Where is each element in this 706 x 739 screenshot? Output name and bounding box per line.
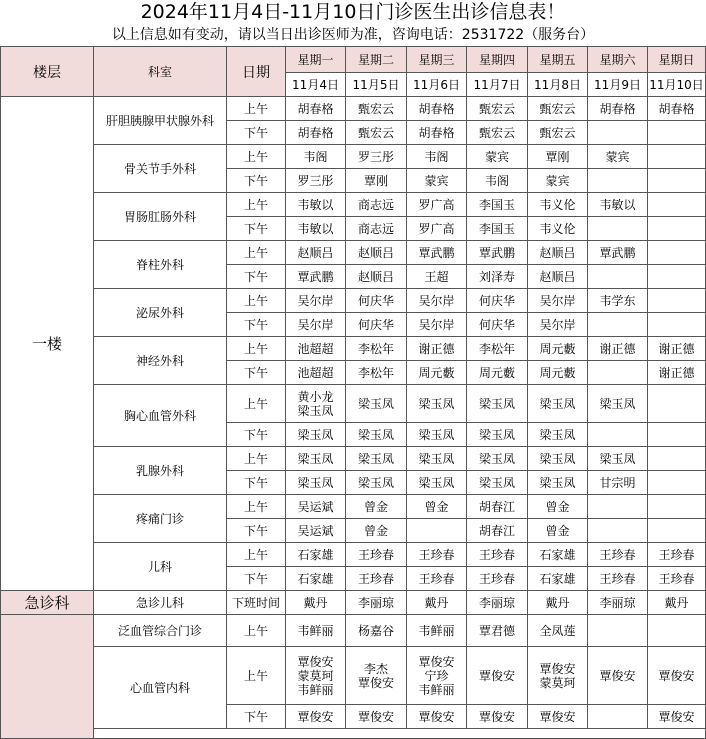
doctor-cell: 赵顺吕 — [346, 265, 407, 289]
doctor-cell: 韦鲜丽 — [407, 615, 467, 647]
doctor-cell: 王珍春 — [588, 567, 648, 591]
schedule-table — [0, 46, 706, 739]
doctor-cell: 梁玉凤 — [407, 447, 467, 471]
doctor-cell: 韦敏以 — [588, 193, 648, 217]
header-department: 科室 — [94, 47, 227, 97]
doctor-cell: 梁玉凤 — [286, 471, 346, 495]
doctor-cell: 吴尔岸 — [286, 313, 346, 337]
period-am: 上午 — [227, 289, 286, 313]
doctor-cell — [648, 169, 706, 193]
doctor-cell: 周元藪 — [407, 361, 467, 385]
doctor-cell: 梁玉凤 — [286, 423, 346, 447]
doctor-cell: 王珍春 — [467, 567, 528, 591]
doctor-cell — [648, 495, 706, 519]
doctor-cell: 曾金 — [346, 519, 407, 543]
header-date: 11月6日 — [407, 73, 467, 97]
doctor-cell: 何庆华 — [346, 289, 407, 313]
period-am: 上午 — [227, 337, 286, 361]
doctor-cell: 覃俊安 — [346, 705, 407, 729]
header-date: 11月10日 — [648, 73, 706, 97]
doctor-cell: 何庆华 — [346, 313, 407, 337]
period-am: 上午 — [227, 97, 286, 121]
header-weekday: 星期一 — [286, 47, 346, 73]
doctor-cell — [648, 265, 706, 289]
doctor-cell: 曾金 — [528, 495, 588, 519]
doctor-cell: 梁玉凤 — [407, 423, 467, 447]
doctor-cell: 甘宗明 — [588, 471, 648, 495]
doctor-cell: 胡春格 — [648, 97, 706, 121]
period-am: 上午 — [227, 385, 286, 423]
doctor-cell: 王珍春 — [346, 543, 407, 567]
doctor-cell: 梁玉凤 — [528, 385, 588, 423]
doctor-cell: 梁玉凤 — [346, 423, 407, 447]
doctor-cell: 李丽琼 — [346, 591, 407, 615]
doctor-cell: 韦阁 — [286, 145, 346, 169]
department-name: 乳腺外科 — [94, 447, 227, 495]
page-title: 2024年11月4日-11月10日门诊医生出诊信息表！ — [140, 1, 566, 23]
header-date: 11月5日 — [346, 73, 407, 97]
period-am: 上午 — [227, 647, 286, 705]
doctor-cell: 韦学东 — [588, 289, 648, 313]
doctor-cell — [648, 447, 706, 471]
department-name: 泌尿外科 — [94, 289, 227, 337]
doctor-cell: 梁玉凤 — [346, 385, 407, 423]
doctor-cell — [588, 313, 648, 337]
period-pm: 下午 — [227, 361, 286, 385]
doctor-cell: 谢正德 — [648, 361, 706, 385]
period-pm: 下午 — [227, 567, 286, 591]
doctor-cell: 覃君德 — [467, 615, 528, 647]
doctor-cell — [588, 705, 648, 729]
period-am: 上午 — [227, 615, 286, 647]
doctor-cell — [588, 169, 648, 193]
doctor-cell: 黄小龙 梁玉凤 — [286, 385, 346, 423]
doctor-cell: 戴丹 — [407, 591, 467, 615]
doctor-cell: 梁玉凤 — [346, 471, 407, 495]
doctor-cell: 蒙宾 — [407, 169, 467, 193]
doctor-cell — [648, 471, 706, 495]
doctor-cell: 甄宏云 — [528, 97, 588, 121]
doctor-cell — [648, 217, 706, 241]
doctor-cell: 赵顺吕 — [286, 241, 346, 265]
period-am: 上午 — [227, 193, 286, 217]
doctor-cell: 甄宏云 — [528, 121, 588, 145]
period-am: 上午 — [227, 543, 286, 567]
doctor-cell: 李松年 — [467, 337, 528, 361]
period-pm: 下午 — [227, 265, 286, 289]
doctor-cell: 戴丹 — [528, 591, 588, 615]
doctor-cell: 覃俊安 宁珍 韦鲜丽 — [407, 647, 467, 705]
doctor-cell: 杨嘉谷 — [346, 615, 407, 647]
period-pm: 下午 — [227, 519, 286, 543]
period-am: 上午 — [227, 495, 286, 519]
doctor-cell: 曾金 — [346, 495, 407, 519]
doctor-cell: 梁玉凤 — [407, 471, 467, 495]
doctor-cell: 全凤莲 — [528, 615, 588, 647]
header-date: 11月4日 — [286, 73, 346, 97]
department-name: 骨关节手外科 — [94, 145, 227, 193]
doctor-cell — [588, 361, 648, 385]
doctor-cell — [588, 265, 648, 289]
header-weekday: 星期二 — [346, 47, 407, 73]
period-am: 上午 — [227, 145, 286, 169]
period-am: 上午 — [227, 241, 286, 265]
doctor-cell: 王珍春 — [648, 543, 706, 567]
doctor-cell: 韦敏以 — [286, 193, 346, 217]
doctor-cell — [648, 193, 706, 217]
doctor-cell: 覃俊安 — [648, 647, 706, 705]
doctor-cell: 王珍春 — [648, 567, 706, 591]
header-date: 11月8日 — [528, 73, 588, 97]
doctor-cell — [648, 385, 706, 423]
department-name: 胃肠肛肠外科 — [94, 193, 227, 241]
doctor-cell: 赵顺吕 — [346, 241, 407, 265]
doctor-cell: 吴尔岸 — [407, 289, 467, 313]
doctor-cell: 谢正德 — [588, 337, 648, 361]
department-name: 心血管内科 — [94, 647, 227, 729]
doctor-cell: 李松年 — [346, 361, 407, 385]
doctor-cell: 吴运斌 — [286, 519, 346, 543]
doctor-cell: 石家雄 — [286, 543, 346, 567]
doctor-cell: 何庆华 — [467, 289, 528, 313]
doctor-cell: 李杰 覃俊安 — [346, 647, 407, 705]
page-subtitle: 以上信息如有变动，请以当日出诊医师为准，咨询电话：2531722（服务台） — [111, 27, 595, 43]
period-pm: 下午 — [227, 121, 286, 145]
doctor-cell: 周元藪 — [467, 361, 528, 385]
doctor-cell: 吴尔岸 — [286, 289, 346, 313]
doctor-cell: 池超超 — [286, 361, 346, 385]
doctor-cell: 蒙宾 — [588, 145, 648, 169]
doctor-cell: 甄宏云 — [346, 121, 407, 145]
doctor-cell — [648, 241, 706, 265]
doctor-cell: 覃武鹏 — [407, 241, 467, 265]
doctor-cell: 李松年 — [346, 337, 407, 361]
doctor-cell: 商志远 — [346, 193, 407, 217]
period-offduty: 下班时间 — [227, 591, 286, 615]
header-date: 11月7日 — [467, 73, 528, 97]
doctor-cell: 王珍春 — [407, 567, 467, 591]
doctor-cell: 曾金 — [528, 519, 588, 543]
doctor-cell: 胡春格 — [286, 97, 346, 121]
doctor-cell: 吴尔岸 — [528, 289, 588, 313]
doctor-cell — [648, 519, 706, 543]
doctor-cell — [648, 145, 706, 169]
doctor-cell — [648, 289, 706, 313]
department-name: 肝胆胰腺甲状腺外科 — [94, 97, 227, 145]
doctor-cell: 韦敏以 — [286, 217, 346, 241]
doctor-cell: 王珍春 — [346, 567, 407, 591]
doctor-cell: 王珍春 — [588, 543, 648, 567]
doctor-cell: 李国玉 — [467, 217, 528, 241]
doctor-cell: 李丽琼 — [588, 591, 648, 615]
doctor-cell: 周元藪 — [528, 361, 588, 385]
doctor-cell: 赵顺吕 — [528, 241, 588, 265]
doctor-cell: 谢正德 — [407, 337, 467, 361]
doctor-cell: 罗广高 — [407, 193, 467, 217]
header-floor: 楼层 — [1, 47, 94, 97]
doctor-cell — [407, 519, 467, 543]
department-name: 儿科 — [94, 543, 227, 591]
doctor-cell: 梁玉凤 — [346, 447, 407, 471]
floor-label-second — [1, 615, 94, 739]
header-weekday: 星期日 — [648, 47, 706, 73]
doctor-cell: 石家雄 — [528, 567, 588, 591]
doctor-cell: 周元藪 — [528, 337, 588, 361]
doctor-cell: 梁玉凤 — [286, 447, 346, 471]
doctor-cell: 梁玉凤 — [467, 447, 528, 471]
doctor-cell: 覃俊安 — [407, 705, 467, 729]
department-name: 急诊儿科 — [94, 591, 227, 615]
doctor-cell: 李丽琼 — [467, 591, 528, 615]
doctor-cell: 池超超 — [286, 337, 346, 361]
period-pm: 下午 — [227, 169, 286, 193]
doctor-cell — [588, 615, 648, 647]
table-filler-row — [94, 729, 706, 739]
doctor-cell: 覃俊安 — [286, 705, 346, 729]
doctor-cell: 韦阁 — [407, 145, 467, 169]
department-name: 脊柱外科 — [94, 241, 227, 289]
floor-label: 一楼 — [1, 97, 94, 591]
doctor-cell: 王珍春 — [467, 543, 528, 567]
doctor-cell: 王超 — [407, 265, 467, 289]
doctor-cell: 戴丹 — [648, 591, 706, 615]
doctor-cell: 胡春江 — [467, 519, 528, 543]
doctor-cell: 韦义伦 — [528, 193, 588, 217]
doctor-cell: 覃俊安 — [467, 647, 528, 705]
doctor-cell: 吴尔岸 — [528, 313, 588, 337]
doctor-cell: 李国玉 — [467, 193, 528, 217]
doctor-cell: 甄宏云 — [346, 97, 407, 121]
doctor-cell: 戴丹 — [286, 591, 346, 615]
period-pm: 下午 — [227, 471, 286, 495]
period-pm: 下午 — [227, 423, 286, 447]
department-name: 胸心血管外科 — [94, 385, 227, 447]
doctor-cell: 甄宏云 — [467, 121, 528, 145]
header-date: 11月9日 — [588, 73, 648, 97]
doctor-cell — [648, 423, 706, 447]
doctor-cell: 梁玉凤 — [467, 471, 528, 495]
doctor-cell: 王珍春 — [407, 543, 467, 567]
doctor-cell: 覃刚 — [346, 169, 407, 193]
doctor-cell: 覃武鹏 — [588, 241, 648, 265]
period-pm: 下午 — [227, 217, 286, 241]
doctor-cell: 商志远 — [346, 217, 407, 241]
doctor-cell: 梁玉凤 — [528, 423, 588, 447]
doctor-cell: 蒙宾 — [528, 169, 588, 193]
doctor-cell: 韦鲜丽 — [286, 615, 346, 647]
header-weekday: 星期三 — [407, 47, 467, 73]
doctor-cell: 覃俊安 蒙莫珂 — [528, 647, 588, 705]
doctor-cell: 胡春格 — [407, 121, 467, 145]
doctor-cell: 吴运斌 — [286, 495, 346, 519]
doctor-cell: 罗广高 — [407, 217, 467, 241]
doctor-cell: 覃俊安 — [648, 705, 706, 729]
doctor-cell: 石家雄 — [286, 567, 346, 591]
doctor-cell: 胡春江 — [467, 495, 528, 519]
doctor-cell — [588, 217, 648, 241]
doctor-cell: 覃武鹏 — [286, 265, 346, 289]
period-pm: 下午 — [227, 313, 286, 337]
doctor-cell: 覃俊安 蒙莫珂 韦鲜丽 — [286, 647, 346, 705]
doctor-cell: 覃俊安 — [528, 705, 588, 729]
doctor-cell: 梁玉凤 — [588, 447, 648, 471]
doctor-cell: 梁玉凤 — [588, 385, 648, 423]
doctor-cell: 覃俊安 — [467, 705, 528, 729]
doctor-cell: 胡春格 — [286, 121, 346, 145]
department-name: 神经外科 — [94, 337, 227, 385]
doctor-cell: 罗三彤 — [346, 145, 407, 169]
doctor-cell — [588, 423, 648, 447]
doctor-cell: 石家雄 — [528, 543, 588, 567]
period-am: 上午 — [227, 447, 286, 471]
doctor-cell: 何庆华 — [467, 313, 528, 337]
doctor-cell — [588, 519, 648, 543]
doctor-cell: 甄宏云 — [467, 97, 528, 121]
doctor-cell: 吴尔岸 — [407, 313, 467, 337]
doctor-cell — [648, 615, 706, 647]
doctor-cell: 曾金 — [407, 495, 467, 519]
floor-label-emergency: 急诊科 — [1, 591, 94, 615]
doctor-cell — [648, 121, 706, 145]
doctor-cell: 梁玉凤 — [528, 471, 588, 495]
doctor-cell: 罗三彤 — [286, 169, 346, 193]
doctor-cell: 刘泽寿 — [467, 265, 528, 289]
period-pm: 下午 — [227, 705, 286, 729]
doctor-cell: 胡春格 — [407, 97, 467, 121]
doctor-cell — [648, 313, 706, 337]
doctor-cell: 梁玉凤 — [467, 385, 528, 423]
doctor-cell — [588, 495, 648, 519]
header-period: 日期 — [227, 47, 286, 97]
header-weekday: 星期六 — [588, 47, 648, 73]
header-weekday: 星期五 — [528, 47, 588, 73]
doctor-cell: 赵顺吕 — [528, 265, 588, 289]
doctor-cell — [588, 121, 648, 145]
doctor-cell: 覃刚 — [528, 145, 588, 169]
doctor-cell: 覃俊安 — [588, 647, 648, 705]
doctor-cell: 韦阁 — [467, 169, 528, 193]
doctor-cell: 谢正德 — [648, 337, 706, 361]
doctor-cell: 覃武鹏 — [467, 241, 528, 265]
doctor-cell: 蒙宾 — [467, 145, 528, 169]
doctor-cell: 梁玉凤 — [467, 423, 528, 447]
doctor-cell: 韦义伦 — [528, 217, 588, 241]
header-weekday: 星期四 — [467, 47, 528, 73]
department-name: 疼痛门诊 — [94, 495, 227, 543]
department-name: 泛血管综合门诊 — [94, 615, 227, 647]
doctor-cell: 胡春格 — [588, 97, 648, 121]
doctor-cell: 梁玉凤 — [528, 447, 588, 471]
doctor-cell: 梁玉凤 — [407, 385, 467, 423]
